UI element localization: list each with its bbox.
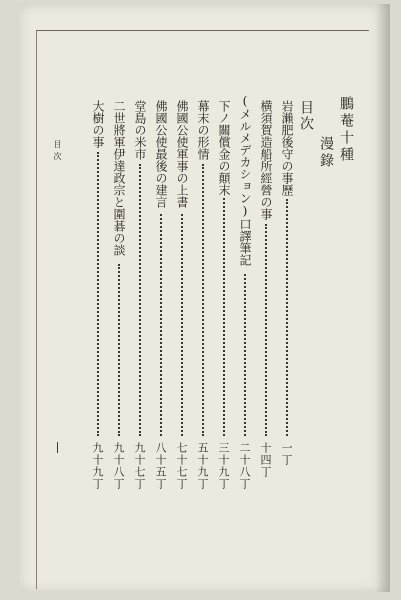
toc-entry-page: 三十九丁 [217, 442, 230, 490]
page-marker [57, 442, 58, 453]
toc-leader [160, 214, 162, 436]
toc-entry-title: 大樹の事 [91, 100, 105, 148]
book-subtitle: 漫錄 [318, 136, 334, 170]
toc-leader [97, 152, 99, 436]
toc-entry-title: 岩瀨肥後守の事歷 [280, 100, 294, 196]
toc-leader [181, 214, 183, 436]
toc-entry-page: 二十八丁 [238, 442, 251, 490]
toc-entry-title: 幕末の形情 [196, 100, 210, 160]
binding-shadow [376, 4, 390, 592]
toc-entry-page: 七十七丁 [175, 442, 188, 490]
toc-leader [223, 198, 225, 436]
toc-leader [118, 264, 120, 436]
toc-leader [202, 164, 204, 436]
toc-entry-page: 九十八丁 [112, 442, 125, 490]
toc-entry-page: 十四丁 [259, 442, 272, 478]
toc-heading: 目次 [298, 100, 314, 132]
toc-entry-page: 五十九丁 [196, 442, 209, 490]
book-title: 鵬菴十種 [338, 96, 354, 164]
toc-entry-title: 堂島の米市 [133, 100, 147, 160]
toc-entry-title: 下ノ關償金の顛末 [217, 100, 231, 196]
book-page [20, 4, 390, 592]
toc-entry-page: 一丁 [280, 442, 293, 466]
toc-entry-title: 佛國公使軍事の上書 [175, 100, 189, 208]
toc-leader [244, 274, 246, 436]
toc-leader [139, 164, 141, 436]
toc-entry-title: (メルメデカション)口譯筆記 [238, 94, 252, 266]
toc-entry-page: 八十五丁 [154, 442, 167, 490]
toc-leader [286, 199, 288, 436]
toc-entry-title: 二世將軍伊達政宗と圍碁の談 [112, 100, 126, 256]
toc-entry-page: 九十七丁 [133, 442, 146, 490]
toc-entry-page: 九十九丁 [91, 442, 104, 490]
running-header: 目次 [53, 140, 62, 164]
toc-entry-title: 横須賀造船所經營の事 [259, 100, 273, 220]
toc-leader [265, 224, 267, 436]
toc-entry-title: 佛國公使最後の建言 [154, 100, 168, 208]
